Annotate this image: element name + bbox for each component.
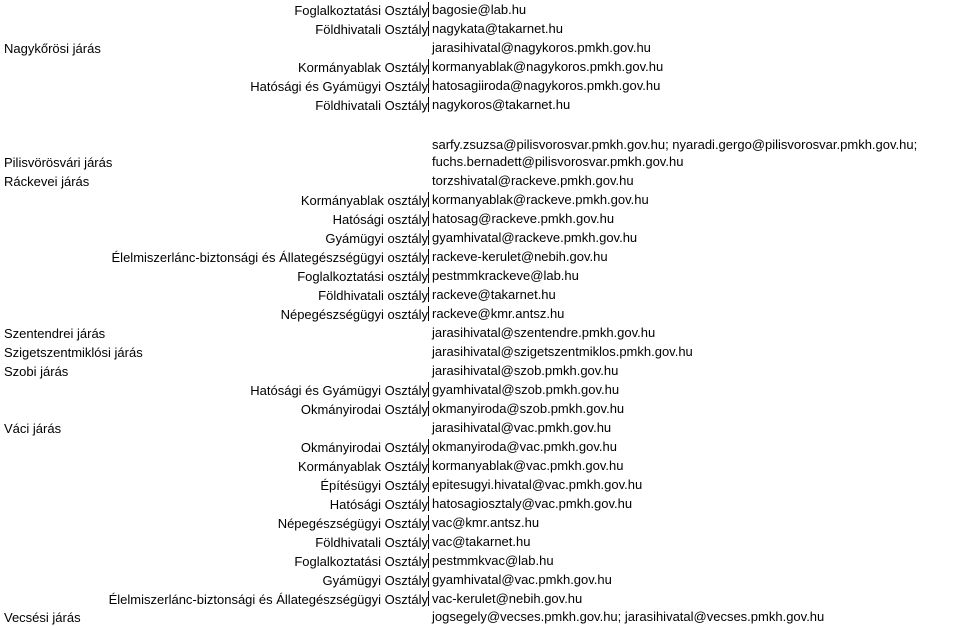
email-address: okmanyiroda@vac.pmkh.gov.hu (432, 439, 617, 454)
column-divider (428, 515, 429, 530)
department-name: Foglalkoztatási Osztály (294, 3, 428, 18)
department-name: Gyámügyi osztály (325, 231, 428, 246)
table-row (0, 57, 960, 76)
email-address: jarasihivatal@szigetszentmiklos.pmkh.gov.hu (432, 344, 693, 359)
column-divider (428, 306, 429, 321)
table-row (0, 380, 960, 399)
table-row (0, 323, 960, 342)
email-address: hatosagiiroda@nagykoros.pmkh.gov.hu (432, 78, 661, 93)
district-name: Nagykőrösi járás (4, 41, 101, 56)
email-address: kormanyablak@rackeve.pmkh.gov.hu (432, 192, 649, 207)
department-name: Földhivatali osztály (318, 288, 428, 303)
table-row (0, 589, 960, 608)
email-address: torzshivatal@rackeve.pmkh.gov.hu (432, 173, 634, 188)
table-row (0, 494, 960, 513)
district-name: Ráckevei járás (4, 174, 90, 189)
email-address: jarasihivatal@vac.pmkh.gov.hu (432, 420, 612, 435)
department-name: Okmányirodai Osztály (300, 440, 428, 455)
email-address: jarasihivatal@nagykoros.pmkh.gov.hu (432, 40, 651, 55)
email-address: sarfy.zsuzsa@pilisvorosvar.pmkh.gov.hu; nyaradi.gergo@pilisvorosvar.pmkh.gov.hu; fuchs.bernadett@pilisvorosvar.pmkh.gov.hu (432, 137, 918, 169)
table-row (0, 437, 960, 456)
email-address: rackeve@takarnet.hu (432, 287, 556, 302)
column-divider (428, 192, 429, 207)
email-address: rackeve@kmr.antsz.hu (432, 306, 565, 321)
district-name: Szobi járás (4, 364, 69, 379)
column-divider (428, 287, 429, 302)
table-row (0, 361, 960, 380)
table-row (0, 19, 960, 38)
table-row (0, 76, 960, 95)
email-address: vac-kerulet@nebih.gov.hu (432, 591, 583, 606)
table-row (0, 551, 960, 570)
email-address: jarasihivatal@szob.pmkh.gov.hu (432, 363, 619, 378)
district-name: Vecsési járás (4, 610, 81, 625)
column-divider (428, 534, 429, 549)
table-row (0, 38, 960, 57)
department-name: Kormányablak osztály (300, 193, 428, 208)
department-name: Élelmiszerlánc-biztonsági és Állategészségügyi Osztály (108, 592, 428, 607)
email-address: kormanyablak@vac.pmkh.gov.hu (432, 458, 624, 473)
email-address: nagykoros@takarnet.hu (432, 97, 571, 112)
email-address: pestmmkrackeve@lab.hu (432, 268, 579, 283)
table-row (0, 0, 960, 19)
table-row (0, 475, 960, 494)
department-name: Hatósági és Gyámügyi Osztály (250, 383, 428, 398)
column-divider (428, 477, 429, 492)
table-row (0, 171, 960, 190)
department-name: Foglalkoztatási Osztály (294, 554, 428, 569)
column-divider (428, 458, 429, 473)
email-address: pestmmkvac@lab.hu (432, 553, 554, 568)
email-address: gyamhivatal@vac.pmkh.gov.hu (432, 572, 612, 587)
district-name: Szentendrei járás (4, 326, 106, 341)
table-row (0, 418, 960, 437)
email-address: gyamhivatal@rackeve.pmkh.gov.hu (432, 230, 638, 245)
table-row (0, 190, 960, 209)
district-name: Váci járás (4, 421, 62, 436)
email-address: bagosie@lab.hu (432, 2, 527, 17)
email-address: hatosagiosztaly@vac.pmkh.gov.hu (432, 496, 633, 511)
column-divider (428, 401, 429, 416)
department-name: Hatósági Osztály (329, 497, 428, 512)
table-row (0, 570, 960, 589)
column-divider (428, 439, 429, 454)
district-name: Pilisvörösvári járás (4, 155, 113, 170)
table-row (0, 456, 960, 475)
column-divider (428, 21, 429, 36)
email-address: kormanyablak@nagykoros.pmkh.gov.hu (432, 59, 664, 74)
department-name: Népegészségügyi Osztály (277, 516, 428, 531)
table-row (0, 399, 960, 418)
department-name: Élelmiszerlánc-biztonsági és Állategészségügyi osztály (111, 250, 428, 265)
department-name: Földhivatali Osztály (315, 535, 428, 550)
email-address: gyamhivatal@szob.pmkh.gov.hu (432, 382, 620, 397)
table-row (0, 95, 960, 114)
column-divider (428, 572, 429, 587)
table-row (0, 285, 960, 304)
column-divider (428, 496, 429, 511)
table-row (0, 209, 960, 228)
column-divider (428, 59, 429, 74)
department-name: Okmányirodai Osztály (300, 402, 428, 417)
column-divider (428, 2, 429, 17)
column-divider (428, 97, 429, 112)
email-address: okmanyiroda@szob.pmkh.gov.hu (432, 401, 625, 416)
department-name: Földhivatali Osztály (315, 98, 428, 113)
department-name: Foglalkoztatási osztály (297, 269, 428, 284)
column-divider (428, 78, 429, 93)
column-divider (428, 591, 429, 606)
district-name: Szigetszentmiklósi járás (4, 345, 143, 360)
email-address: hatosag@rackeve.pmkh.gov.hu (432, 211, 615, 226)
table-row (0, 266, 960, 285)
department-name: Földhivatali Osztály (315, 22, 428, 37)
table-row (0, 532, 960, 551)
column-divider (428, 553, 429, 568)
table-row (0, 114, 960, 133)
table-row (0, 228, 960, 247)
department-name: Népegészségügyi osztály (280, 307, 428, 322)
table-row (0, 342, 960, 361)
email-address: nagykata@takarnet.hu (432, 21, 564, 36)
table-row (0, 247, 960, 266)
department-name: Építésügyi Osztály (320, 478, 428, 493)
email-address: vac@kmr.antsz.hu (432, 515, 540, 530)
email-address: epitesugyi.hivatal@vac.pmkh.gov.hu (432, 477, 643, 492)
column-divider (428, 382, 429, 397)
column-divider (428, 230, 429, 245)
column-divider (428, 249, 429, 264)
department-name: Kormányablak Osztály (297, 459, 428, 474)
table-row (0, 607, 960, 626)
email-address: jarasihivatal@szentendre.pmkh.gov.hu (432, 325, 656, 340)
email-address: jogsegely@vecses.pmkh.gov.hu; jarasihivatal@vecses.pmkh.gov.hu (432, 609, 825, 624)
column-divider (428, 268, 429, 283)
table-row (0, 304, 960, 323)
department-name: Gyámügyi Osztály (322, 573, 428, 588)
department-name: Hatósági osztály (332, 212, 428, 227)
email-address: vac@takarnet.hu (432, 534, 531, 549)
table-row (0, 133, 960, 171)
column-divider (428, 211, 429, 226)
email-address: rackeve-kerulet@nebih.gov.hu (432, 249, 608, 264)
department-name: Kormányablak Osztály (297, 60, 428, 75)
table-row (0, 513, 960, 532)
department-name: Hatósági és Gyámügyi Osztály (250, 79, 428, 94)
